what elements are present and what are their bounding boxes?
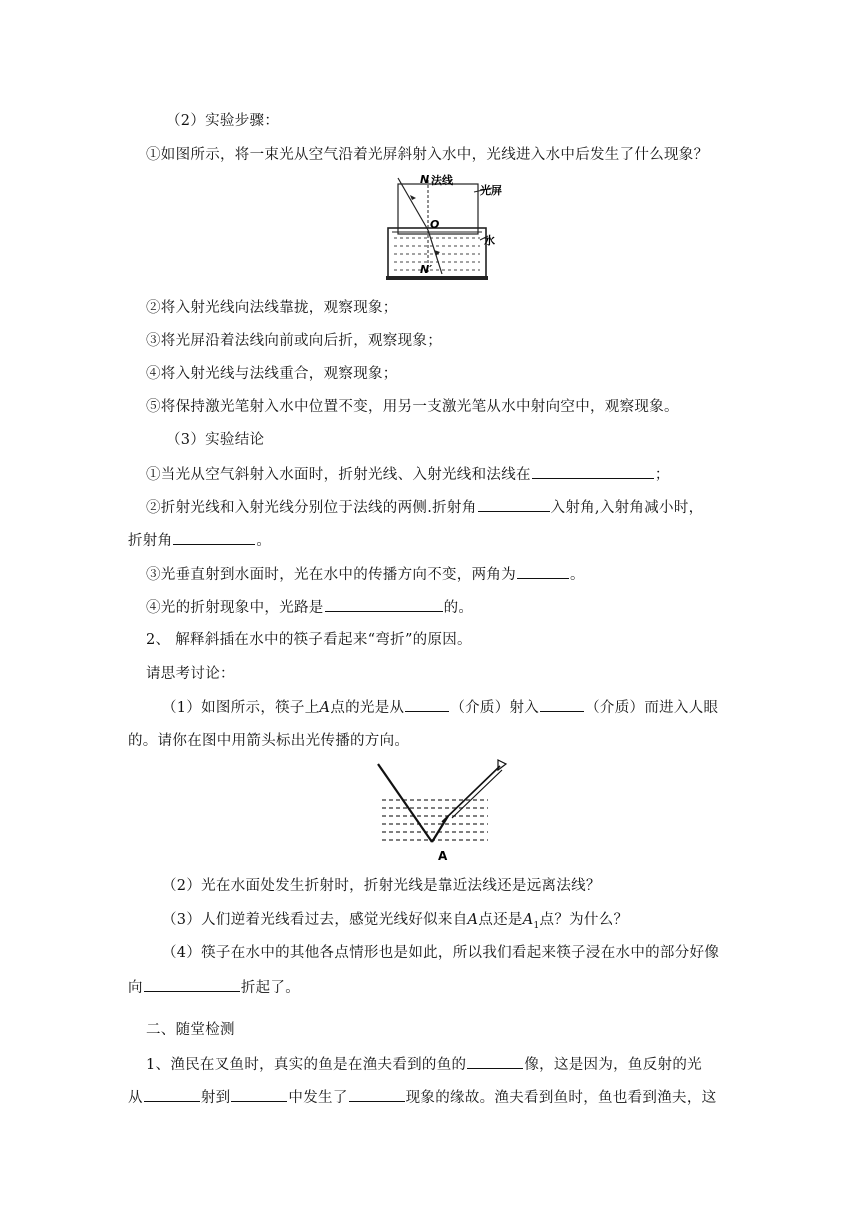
fill-blank[interactable]: [467, 1054, 523, 1069]
step-1: ①如图所示，将一束光从空气沿着光屏斜射入水中，光线进入水中后发生了什么现象？: [146, 147, 709, 163]
step-5: ⑤将保持激光笔射入水中位置不变，用另一支激光笔从水中射向空中，观察现象。: [146, 399, 679, 415]
label-screen: 光屏: [480, 184, 502, 197]
practice-1-cont-text-3: 中发生了: [288, 1090, 348, 1106]
discussion-3-text-3: 点？为什么？: [539, 912, 629, 928]
conclusion-3-end: 。: [570, 567, 585, 583]
discussion-2: （2）光在水面处发生折射时，折射光线是靠近法线还是远离法线？: [162, 878, 601, 894]
discussion-3-text-2: 点还是: [478, 912, 523, 928]
label-normal: 法线: [431, 174, 453, 187]
fill-blank[interactable]: [144, 977, 240, 992]
step-2: ②将入射光线向法线靠拢，观察现象；: [146, 300, 398, 316]
fill-blank[interactable]: [349, 1087, 405, 1102]
conclusion-4: [146, 597, 473, 618]
label-water: 水: [484, 234, 495, 247]
discussion-1-cont: 的。请你在图中用箭头标出光传播的方向。: [128, 733, 410, 749]
conclusion-3-text: ③光垂直射到水面时，光在水中的传播方向不变，两角为: [146, 567, 516, 583]
discussion-4: （4）筷子在水中的其他各点情形也是如此，所以我们看起来筷子浸在水中的部分好像: [162, 945, 720, 961]
fill-blank[interactable]: [231, 1087, 287, 1102]
practice-1: [146, 1054, 702, 1075]
point-a1-subscript: 1: [533, 920, 540, 931]
fill-blank[interactable]: [405, 697, 449, 712]
discussion-3: [162, 910, 628, 936]
fill-blank[interactable]: [144, 1087, 200, 1102]
discussion-1-text-2: 点的光是从: [330, 700, 405, 716]
discussion-1-text-3: （介质）射入: [450, 700, 540, 716]
discussion-heading: 请思考讨论：: [146, 666, 235, 682]
step-4: ④将入射光线与法线重合，观察现象；: [146, 366, 398, 382]
step-3: ③将光屏沿着法线向前或向后折，观察现象；: [146, 333, 442, 349]
discussion-3-text: （3）人们逆着光线看过去，感觉光线好似来自: [162, 912, 468, 928]
conclusion-1-text: ①当光从空气斜射入水面时，折射光线、入射光线和法线在: [146, 467, 531, 483]
practice-1-text-2: 像，这是因为，鱼反射的光: [524, 1057, 702, 1073]
conclusion-1: [146, 464, 670, 485]
fill-blank[interactable]: [517, 564, 569, 579]
discussion-1-text-4: （介质）而进入人眼: [585, 700, 719, 716]
conclusion-3: [146, 564, 585, 585]
label-a: A: [438, 849, 448, 863]
discussion-4-cont-end: 折起了。: [240, 980, 301, 996]
point-a-label: A: [319, 700, 331, 716]
chopstick-refraction-figure: [368, 756, 508, 866]
label-n-prime: N′: [420, 263, 433, 276]
conclusion-2-cont-end: 。: [256, 533, 272, 549]
question-2: 2、 解释斜插在水中的筷子看起来“弯折”的原因。: [146, 632, 472, 648]
fill-blank[interactable]: [540, 697, 584, 712]
refraction-experiment-figure: [384, 170, 514, 286]
label-n: N: [420, 173, 430, 186]
section-practice-heading: 二、随堂检测: [146, 1022, 235, 1038]
discussion-4-cont: [128, 977, 300, 998]
conclusion-1-end: ；: [654, 467, 670, 483]
discussion-1: [162, 697, 718, 718]
point-a1-label: A: [522, 912, 534, 928]
practice-1-cont: [128, 1087, 716, 1108]
discussion-4-cont-text: 向: [128, 980, 143, 996]
label-o: O: [430, 218, 440, 231]
conclusion-2: [146, 497, 703, 518]
fill-blank[interactable]: [325, 597, 443, 612]
practice-1-text: 1、渔民在叉鱼时，真实的鱼是在渔夫看到的鱼的: [146, 1057, 467, 1073]
conclusion-2-cont-text: 折射角: [128, 533, 173, 549]
point-a-label: A: [467, 912, 479, 928]
conclusion-2-cont: [128, 530, 271, 551]
practice-1-cont-text-2: 射到: [200, 1090, 231, 1106]
practice-1-cont-text: 从: [128, 1090, 143, 1106]
fill-blank[interactable]: [173, 530, 255, 545]
fill-blank[interactable]: [478, 497, 550, 512]
conclusion-2-text: ②折射光线和入射光线分别位于法线的两侧.折射角: [146, 500, 477, 516]
conclusion-4-end: 的。: [443, 600, 474, 616]
discussion-1-text: （1）如图所示，筷子上: [162, 700, 320, 716]
section-steps-heading: （2）实验步骤：: [166, 113, 280, 129]
conclusion-2-text-2: 入射角,入射角减小时，: [550, 500, 704, 516]
practice-1-cont-text-4: 现象的缘故。渔夫看到鱼时，鱼也看到渔夫，这: [405, 1090, 717, 1106]
conclusion-4-text: ④光的折射现象中，光路是: [146, 600, 324, 616]
fill-blank[interactable]: [532, 464, 654, 479]
section-conclusion-heading: （3）实验结论: [166, 432, 265, 448]
